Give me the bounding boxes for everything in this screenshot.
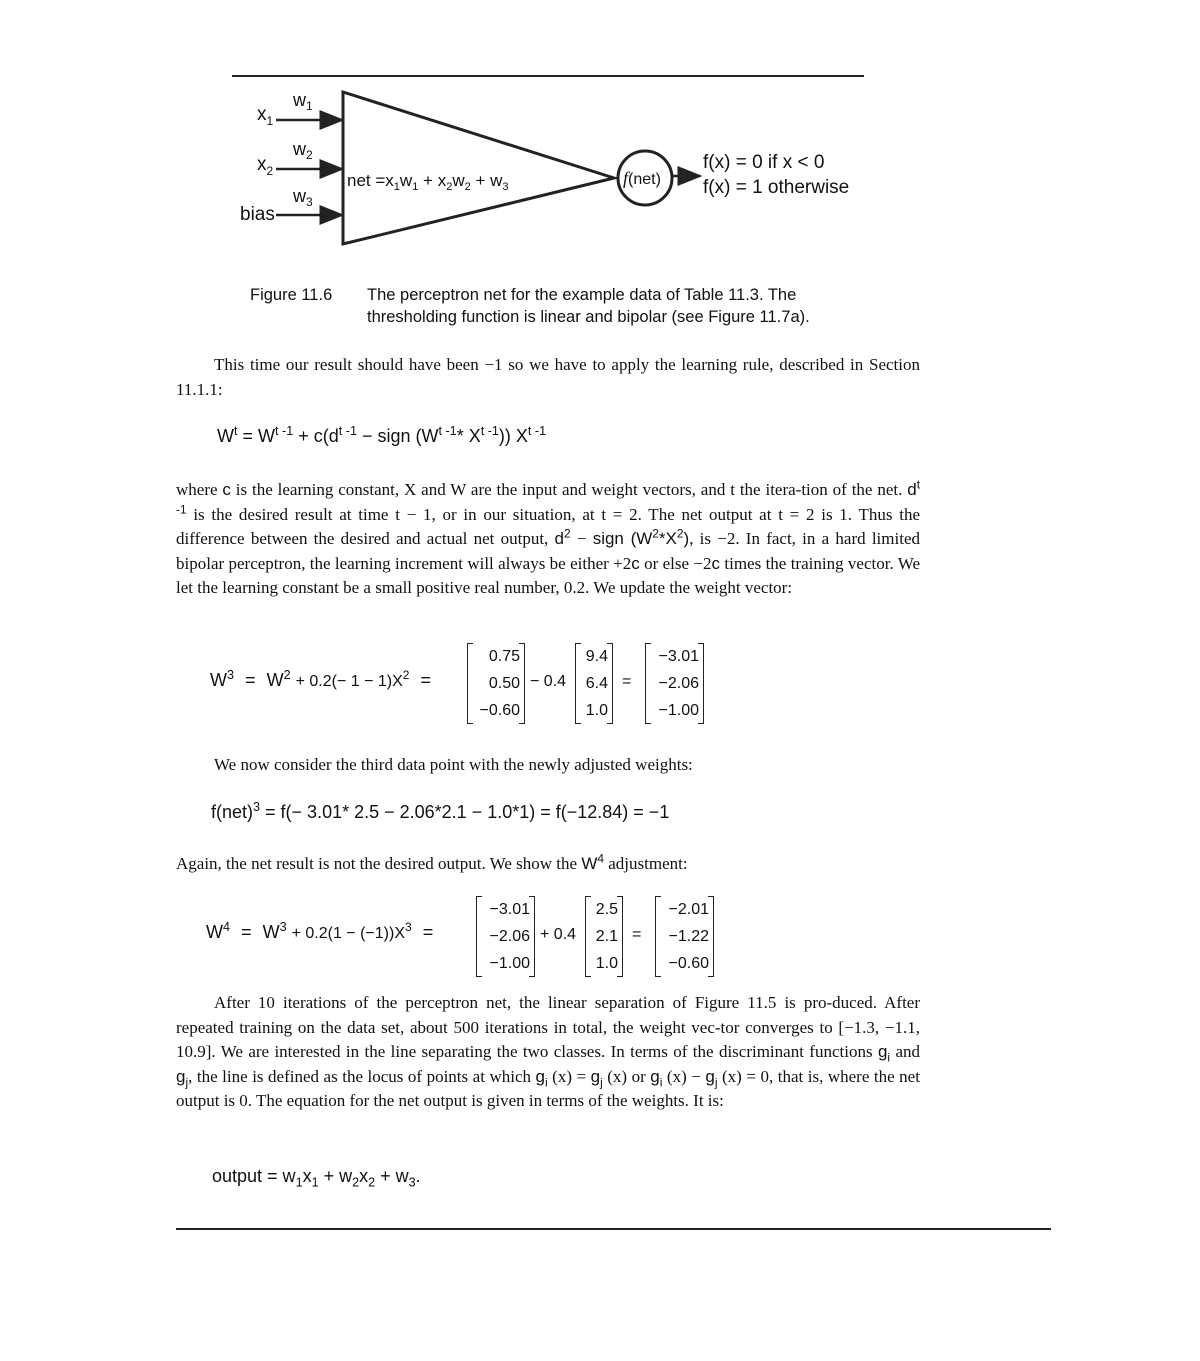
weight-w2-sub: 2 [306,148,313,162]
equation-output: output = $w_1x_1 + w_2x_2 + w_3$. [212,1166,421,1190]
equals-sign: = [622,673,632,690]
paragraph-1: This time our result should have been −1 so we have to apply the learning rule, described in Section 11.1.1: [176,355,920,399]
perceptron-figure [0,0,1200,260]
svg-text:x1 [257,104,274,128]
equals-sign-b: = [632,926,642,943]
input-label-x1: x [257,104,267,125]
output-rule-1: f(x) = 0 if x < 0 [703,152,825,173]
net-triangle [343,92,614,244]
input-sub-x2: 2 [266,164,274,178]
input-sub-x1: 1 [266,114,274,128]
input-label-bias: bias [240,204,275,225]
svg-text:w3 [292,186,313,209]
weight-w1: w [293,90,306,110]
weight-w2: w [293,139,306,159]
svg-text:w1 [292,90,313,113]
caption-label: Figure 11.6 [250,286,333,304]
equation-fnet3: f(net)$^3$ = f(− 3.01* 2.5 − 2.06*2.1 − 1.0*1) = f(−12.84) = −1 [211,800,670,822]
equation-w3: $W^3 = W^2 + 0.2(- 1 - 1)X^2$ = [210,668,431,690]
weight-w1-sub: 1 [306,99,313,113]
paragraph-3: We now consider the third data point with the newly adjusted weights: [214,755,693,774]
weight-w3-sub: 3 [306,195,313,209]
paragraph-5: After 10 iterations of the perceptron net, the linear separation of Figure 11.5 is pro-duced. After repeated training on the data set, about 500 iterations in total, the weight vec-tor converges to [−1.3, −1.1, 10.9]. We are interested in the line separating the two classes. In terms of the discriminant functions $g_i$ and $g_j$, the line is defined as the locus of points at which $g_i$ $(x) = g_j$ (x) or $g_i$ $(x) - g_j$ (x) = 0, that is, where the net output is 0. The equation for the net output is given in terms of the weights. It is: [176,993,920,1111]
equation-w4: $W^4 = W^3 + 0.2(1 - (-1))X^3$ = [206,920,434,942]
svg-text:w2 [292,139,313,162]
equation-learning-rule: $W^t = W^{t -1} + c(d^{t -1}$ − sign ($W^{t -1}*$ $X^{t -1}$)) $X^{t -1}$ [217,424,547,446]
scalar-minus-0.4: − 0.4 [530,673,567,690]
bottom-rule [176,1228,1051,1230]
weight-w3: w [293,186,306,206]
svg-text:f(net) [623,168,661,188]
paragraph-2: where c is the learning constant, X and W are the input and weight vectors, and t the itera-tion of the net. $d^{t -1}$ is the desired result at time t − 1, or in our situation, at t = 2. The net output at t = 2 is 1. Thus the difference between the desired and actual net output, $d^2$ − sign $(W^2*X^2)$, is −2. In fact, in a hard limited bipolar perceptron, the learning increment will always be either +2c or else −2c times the training vector. We let the learning constant be a small positive real number, 0.2. We update the weight vector: [176,477,921,598]
scalar-plus-0.4: + 0.4 [540,926,577,943]
node-net: (net) [628,171,661,188]
net-formula: net $=x_1w_1 + x_2w_2 + w_3$ [347,171,509,193]
node-f: f [623,168,629,188]
input-label-x2: x [257,154,267,175]
paragraph-4: Again, the net result is not the desired output. We show the $W^4$ adjustment: [176,851,688,873]
output-rule-2: f(x) = 1 otherwise [703,177,850,198]
caption-text: The perceptron net for the example data of Table 11.3. The thresholding function is linear and bipolar (see Figure 11.7a). [367,286,810,326]
svg-text:x2 [257,154,274,178]
